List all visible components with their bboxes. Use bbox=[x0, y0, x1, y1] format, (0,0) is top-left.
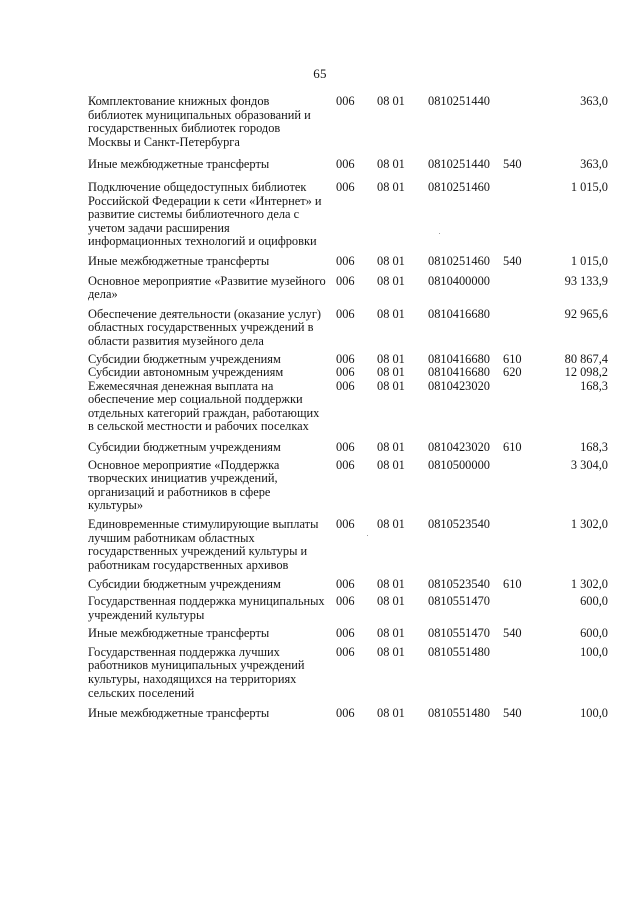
table-row bbox=[88, 380, 608, 434]
row-name: Подключение общедоступных библиотек Российской Федерации к сети «Интернет» и развитие системы библиотечного дела с учетом задачи расширения информационных технологий и оцифровки bbox=[88, 179, 322, 249]
row-expense-type: 610 bbox=[503, 351, 522, 366]
table-row bbox=[88, 181, 608, 249]
row-section-code: 08 01 bbox=[377, 94, 405, 108]
row-section-code: 08 01 bbox=[377, 626, 405, 641]
row-name: Государственная поддержка лучших работников муниципальных учреждений культуры, находящихся на территориях сельских поселений bbox=[88, 644, 305, 700]
row-amount: 3 304,0 bbox=[570, 457, 608, 472]
row-amount: 1 015,0 bbox=[570, 253, 608, 268]
row-expense-type: 540 bbox=[503, 253, 522, 268]
row-name: Основное мероприятие «Поддержка творческих инициатив учреждений, организаций и работников в сфере культуры» bbox=[88, 457, 280, 513]
row-amount: 93 133,9 bbox=[564, 273, 608, 288]
row-section-code: 08 01 bbox=[377, 306, 405, 321]
scan-speck bbox=[367, 535, 368, 536]
row-target-code: 0810551480 bbox=[428, 644, 490, 659]
table-row bbox=[88, 707, 608, 721]
row-name: Единовременные стимулирующие выплаты лучшим работникам областных государственных учреждений культуры и работникам государственных архивов bbox=[88, 517, 319, 572]
row-admin-code: 006 bbox=[336, 577, 355, 592]
row-target-code: 0810416680 bbox=[428, 351, 490, 366]
row-section-code: 08 01 bbox=[377, 351, 405, 366]
row-amount: 600,0 bbox=[580, 626, 608, 641]
table-row bbox=[88, 595, 608, 622]
table-row bbox=[88, 255, 608, 269]
row-target-code: 0810251440 bbox=[428, 157, 490, 172]
row-name: Субсидии автономным учреждениям bbox=[88, 365, 284, 380]
row-admin-code: 006 bbox=[336, 378, 355, 393]
row-admin-code: 006 bbox=[336, 306, 355, 321]
row-target-code: 0810551470 bbox=[428, 594, 490, 608]
row-target-code: 0810416680 bbox=[428, 365, 490, 380]
row-admin-code: 006 bbox=[336, 94, 355, 108]
row-amount: 100,0 bbox=[580, 644, 608, 659]
table-row bbox=[88, 275, 608, 302]
table-row bbox=[88, 308, 608, 349]
row-amount: 363,0 bbox=[580, 157, 608, 172]
row-target-code: 0810551480 bbox=[428, 706, 490, 721]
row-expense-type: 610 bbox=[503, 577, 522, 592]
row-name: Иные межбюджетные трансферты bbox=[88, 253, 270, 268]
row-target-code: 0810500000 bbox=[428, 457, 490, 472]
row-name: Обеспечение деятельности (оказание услуг) областных государственных учреждений в области развития музейного дела bbox=[88, 306, 322, 348]
row-name: Субсидии бюджетным учреждениям bbox=[88, 440, 281, 455]
table-row bbox=[88, 627, 608, 641]
row-admin-code: 006 bbox=[336, 644, 355, 659]
row-target-code: 0810251460 bbox=[428, 253, 490, 268]
row-target-code: 0810400000 bbox=[428, 273, 490, 288]
table-row bbox=[88, 158, 608, 172]
row-section-code: 08 01 bbox=[377, 179, 405, 194]
row-section-code: 08 01 bbox=[377, 517, 405, 532]
row-name: Субсидии бюджетным учреждениям bbox=[88, 351, 281, 366]
row-admin-code: 006 bbox=[336, 157, 355, 172]
row-amount: 168,3 bbox=[580, 378, 608, 393]
row-amount: 600,0 bbox=[580, 594, 608, 608]
row-admin-code: 006 bbox=[336, 517, 355, 532]
table-row bbox=[88, 353, 608, 367]
row-name: Ежемесячная денежная выплата на обеспечение мер социальной поддержки отдельных категорий граждан, работающих в сельской местности и рабочих поселках bbox=[88, 378, 320, 434]
table-row bbox=[88, 366, 608, 380]
row-expense-type: 620 bbox=[503, 365, 522, 380]
row-admin-code: 006 bbox=[336, 179, 355, 194]
row-expense-type: 540 bbox=[503, 706, 522, 721]
row-amount: 168,3 bbox=[580, 440, 608, 455]
row-target-code: 0810251460 bbox=[428, 179, 490, 194]
row-section-code: 08 01 bbox=[377, 273, 405, 288]
row-admin-code: 006 bbox=[336, 594, 355, 608]
row-expense-type: 610 bbox=[503, 440, 522, 455]
row-admin-code: 006 bbox=[336, 253, 355, 268]
row-target-code: 0810423020 bbox=[428, 378, 490, 393]
table-row bbox=[88, 441, 608, 455]
row-section-code: 08 01 bbox=[377, 644, 405, 659]
row-target-code: 0810423020 bbox=[428, 440, 490, 455]
row-section-code: 08 01 bbox=[377, 577, 405, 592]
row-admin-code: 006 bbox=[336, 457, 355, 472]
row-name: Иные межбюджетные трансферты bbox=[88, 706, 270, 721]
row-admin-code: 006 bbox=[336, 440, 355, 455]
row-section-code: 08 01 bbox=[377, 594, 405, 608]
scan-speck bbox=[439, 233, 440, 234]
row-section-code: 08 01 bbox=[377, 365, 405, 380]
budget-table bbox=[88, 94, 608, 721]
row-amount: 100,0 bbox=[580, 706, 608, 721]
row-name: Субсидии бюджетным учреждениям bbox=[88, 577, 281, 592]
row-expense-type: 540 bbox=[503, 157, 522, 172]
row-amount: 1 015,0 bbox=[570, 179, 608, 194]
row-section-code: 08 01 bbox=[377, 378, 405, 393]
table-row bbox=[88, 578, 608, 592]
row-target-code: 0810251440 bbox=[428, 94, 490, 108]
row-name: Иные межбюджетные трансферты bbox=[88, 626, 270, 641]
table-row bbox=[88, 459, 608, 513]
row-name: Основное мероприятие «Развитие музейного дела» bbox=[88, 273, 326, 302]
row-amount: 12 098,2 bbox=[564, 365, 608, 380]
table-row bbox=[88, 95, 608, 149]
row-admin-code: 006 bbox=[336, 706, 355, 721]
row-target-code: 0810523540 bbox=[428, 517, 490, 532]
row-amount: 1 302,0 bbox=[570, 517, 608, 532]
row-name: Иные межбюджетные трансферты bbox=[88, 157, 270, 172]
row-section-code: 08 01 bbox=[377, 157, 405, 172]
row-target-code: 0810523540 bbox=[428, 577, 490, 592]
row-name: Комплектование книжных фондов библиотек муниципальных образований и государственных библиотек городов Москвы и Санкт-Петербурга bbox=[88, 94, 311, 149]
row-admin-code: 006 bbox=[336, 351, 355, 366]
row-amount: 80 867,4 bbox=[564, 351, 608, 366]
row-section-code: 08 01 bbox=[377, 706, 405, 721]
row-amount: 363,0 bbox=[580, 94, 608, 108]
table-row bbox=[88, 518, 608, 572]
row-section-code: 08 01 bbox=[377, 457, 405, 472]
row-section-code: 08 01 bbox=[377, 440, 405, 455]
page-number: 65 bbox=[313, 66, 327, 81]
row-name: Государственная поддержка муниципальных учреждений культуры bbox=[88, 594, 325, 622]
row-expense-type: 540 bbox=[503, 626, 522, 641]
row-section-code: 08 01 bbox=[377, 253, 405, 268]
row-admin-code: 006 bbox=[336, 365, 355, 380]
row-admin-code: 006 bbox=[336, 626, 355, 641]
row-amount: 1 302,0 bbox=[570, 577, 608, 592]
row-amount: 92 965,6 bbox=[564, 306, 608, 321]
table-row bbox=[88, 646, 608, 700]
row-admin-code: 006 bbox=[336, 273, 355, 288]
row-target-code: 0810551470 bbox=[428, 626, 490, 641]
row-target-code: 0810416680 bbox=[428, 306, 490, 321]
